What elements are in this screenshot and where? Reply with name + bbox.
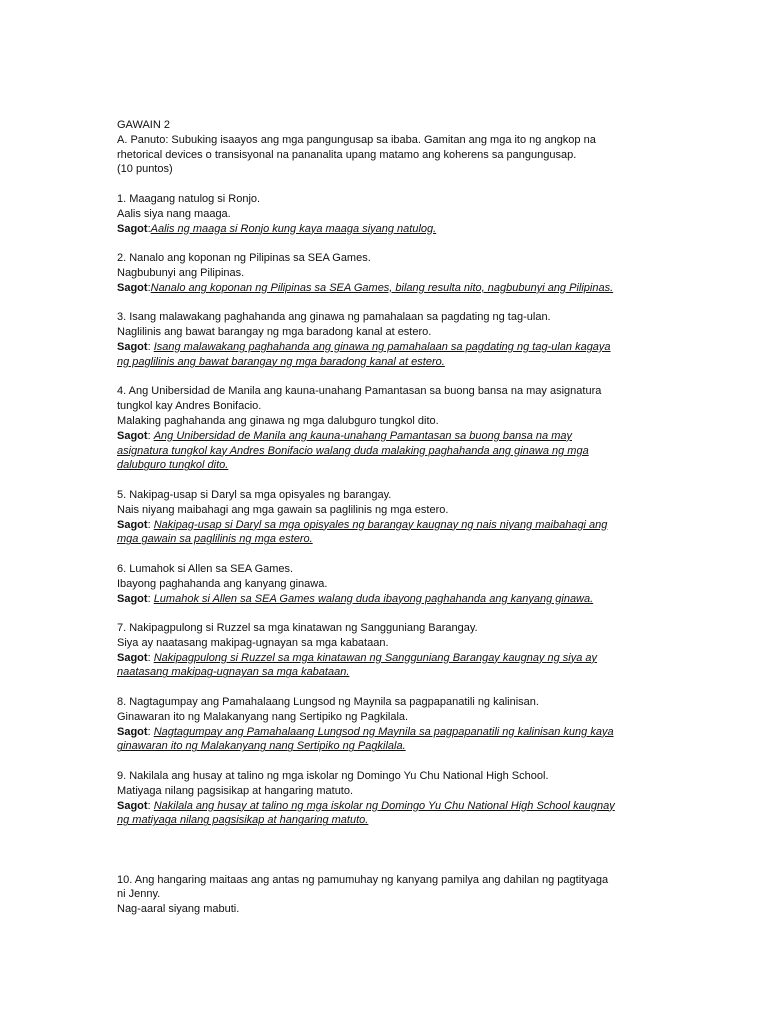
answer-separator: : <box>147 518 154 531</box>
question-line: Siya ay naatasang makipag-ugnayan sa mga kabataan. <box>117 636 389 649</box>
instructions-line: A. Panuto: Subuking isaayos ang mga pangungusap sa ibaba. Gamitan ang mga ito ng angkop na <box>117 133 596 146</box>
question-line: 3. Isang malawakang paghahanda ang ginawa ng pamahalaan sa pagdating ng tag-ulan. <box>117 311 551 324</box>
question-line: Malaking paghahanda ang ginawa ng mga dalubguro tungkol dito. <box>117 414 439 427</box>
exercise-item-10 <box>117 873 657 917</box>
exercise-item-2 <box>117 251 657 295</box>
question-line: 2. Nanalo ang koponan ng Pilipinas sa SEA Games. <box>117 252 371 265</box>
instructions-line: rhetorical devices o transisyonal na pananalita upang matamo ang koherens sa pangungusap. <box>117 148 577 161</box>
answer-line <box>117 340 657 355</box>
answer-continuation: ng paglilinis ang bawat barangay ng mga baradong kanal at estero. <box>117 355 445 368</box>
answer-text: Nagtagumpay ang Pamahalaang Lungsod ng Maynila sa pagpapanatili ng kalinisan kung kaya <box>153 725 614 738</box>
answer-label: Sagot <box>117 518 148 531</box>
answer-separator: : <box>147 340 154 353</box>
question-line: Aalis siya nang maaga. <box>117 207 231 220</box>
exercise-item-4 <box>117 384 657 473</box>
points-note: (10 puntos) <box>117 163 173 176</box>
answer-text: Aalis ng maaga si Ronjo kung kaya maaga siyang natulog. <box>150 222 437 235</box>
document-page <box>117 118 657 917</box>
answer-text: Ang Unibersidad de Manila ang kauna-unahang Pamantasan sa buong bansa na may <box>153 429 572 442</box>
answer-label: Sagot <box>117 281 148 294</box>
answer-continuation: ginawaran ito ng Malakanyang nang Sertipiko ng Pagkilala. <box>117 740 406 753</box>
question-line: ni Jenny. <box>117 888 161 901</box>
exercise-item-3 <box>117 310 657 369</box>
exercise-item-1 <box>117 192 657 236</box>
answer-continuation: ng matiyaga nilang pagsisikap at hangaring matuto. <box>117 814 369 827</box>
answer-separator: : <box>147 281 151 294</box>
answer-separator: : <box>147 592 154 605</box>
question-line: 4. Ang Unibersidad de Manila ang kauna-unahang Pamantasan sa buong bansa na may asignatura <box>117 385 602 398</box>
answer-separator: : <box>147 725 154 738</box>
exercise-item-7 <box>117 621 657 680</box>
answer-line <box>117 222 657 237</box>
answer-line <box>117 518 657 533</box>
exercise-item-5 <box>117 488 657 547</box>
answer-separator: : <box>147 651 154 664</box>
question-line: Matiyaga nilang pagsisikap at hangaring matuto. <box>117 784 354 797</box>
answer-text: Nakipag-usap si Daryl sa mga opisyales ng barangay kaugnay ng nais niyang maibahagi ang <box>153 518 608 531</box>
question-line: 6. Lumahok si Allen sa SEA Games. <box>117 562 294 575</box>
answer-line <box>117 651 657 666</box>
exercise-item-8 <box>117 695 657 754</box>
answer-continuation: mga gawain sa paglilinis ng mga estero. <box>117 533 313 546</box>
answer-continuation: dalubguro tungkol dito. <box>117 459 229 472</box>
question-line: 10. Ang hangaring maitaas ang antas ng pamumuhay ng kanyang pamilya ang dahilan ng pagtityaga <box>117 873 609 886</box>
answer-line <box>117 592 657 607</box>
answer-label: Sagot <box>117 725 148 738</box>
exercise-item-9 <box>117 769 657 828</box>
answer-label: Sagot <box>117 799 148 812</box>
answer-label: Sagot <box>117 592 148 605</box>
answer-line <box>117 799 657 814</box>
question-line: 7. Nakipagpulong si Ruzzel sa mga kinatawan ng Sangguniang Barangay. <box>117 622 478 635</box>
question-line: 8. Nagtagumpay ang Pamahalaang Lungsod ng Maynila sa pagpapanatili ng kalinisan. <box>117 696 539 709</box>
question-line: Nais niyang maibahagi ang mga gawain sa paglilinis ng mga estero. <box>117 503 449 516</box>
question-line: Nagbubunyi ang Pilipinas. <box>117 266 245 279</box>
document-title: GAWAIN 2 <box>117 119 170 131</box>
answer-label: Sagot <box>117 340 148 353</box>
question-line: Nag-aaral siyang mabuti. <box>117 903 240 916</box>
answer-separator: : <box>147 222 151 235</box>
question-line: Ginawaran ito ng Malakanyang nang Sertipiko ng Pagkilala. <box>117 710 409 723</box>
answer-text: Nakipagpulong si Ruzzel sa mga kinatawan ng Sangguniang Barangay kaugnay ng siya ay <box>153 651 598 664</box>
answer-text: Nakilala ang husay at talino ng mga iskolar ng Domingo Yu Chu National High School kaugnay <box>153 799 615 812</box>
answer-separator: : <box>147 799 154 812</box>
answer-line <box>117 725 657 740</box>
answer-label: Sagot <box>117 429 148 442</box>
question-line: Ibayong paghahanda ang kanyang ginawa. <box>117 577 328 590</box>
answer-continuation: asignatura tungkol kay Andres Bonifacio walang duda malaking paghahanda ang ginawa ng mga <box>117 444 589 457</box>
answer-label: Sagot <box>117 651 148 664</box>
question-line: 9. Nakilala ang husay at talino ng mga iskolar ng Domingo Yu Chu National High School. <box>117 770 549 783</box>
question-line: tungkol kay Andres Bonifacio. <box>117 400 262 413</box>
answer-label: Sagot <box>117 222 148 235</box>
answer-separator: : <box>147 429 154 442</box>
answer-continuation: naatasang makipag-ugnayan sa mga kabataan. <box>117 666 350 679</box>
exercise-item-6 <box>117 562 657 606</box>
answer-line <box>117 281 657 296</box>
answer-text: Isang malawakang paghahanda ang ginawa ng pamahalaan sa pagdating ng tag-ulan kagaya <box>153 340 611 353</box>
question-line: 5. Nakipag-usap si Daryl sa mga opisyales ng barangay. <box>117 488 392 501</box>
answer-line <box>117 429 657 444</box>
answer-text: Nanalo ang koponan ng Pilipinas sa SEA Games, bilang resulta nito, nagbubunyi ang Pilipinas. <box>150 281 614 294</box>
question-line: Naglilinis ang bawat barangay ng mga baradong kanal at estero. <box>117 326 432 339</box>
answer-text: Lumahok si Allen sa SEA Games walang duda ibayong paghahanda ang kanyang ginawa. <box>153 592 594 605</box>
question-line: 1. Maagang natulog si Ronjo. <box>117 192 261 205</box>
